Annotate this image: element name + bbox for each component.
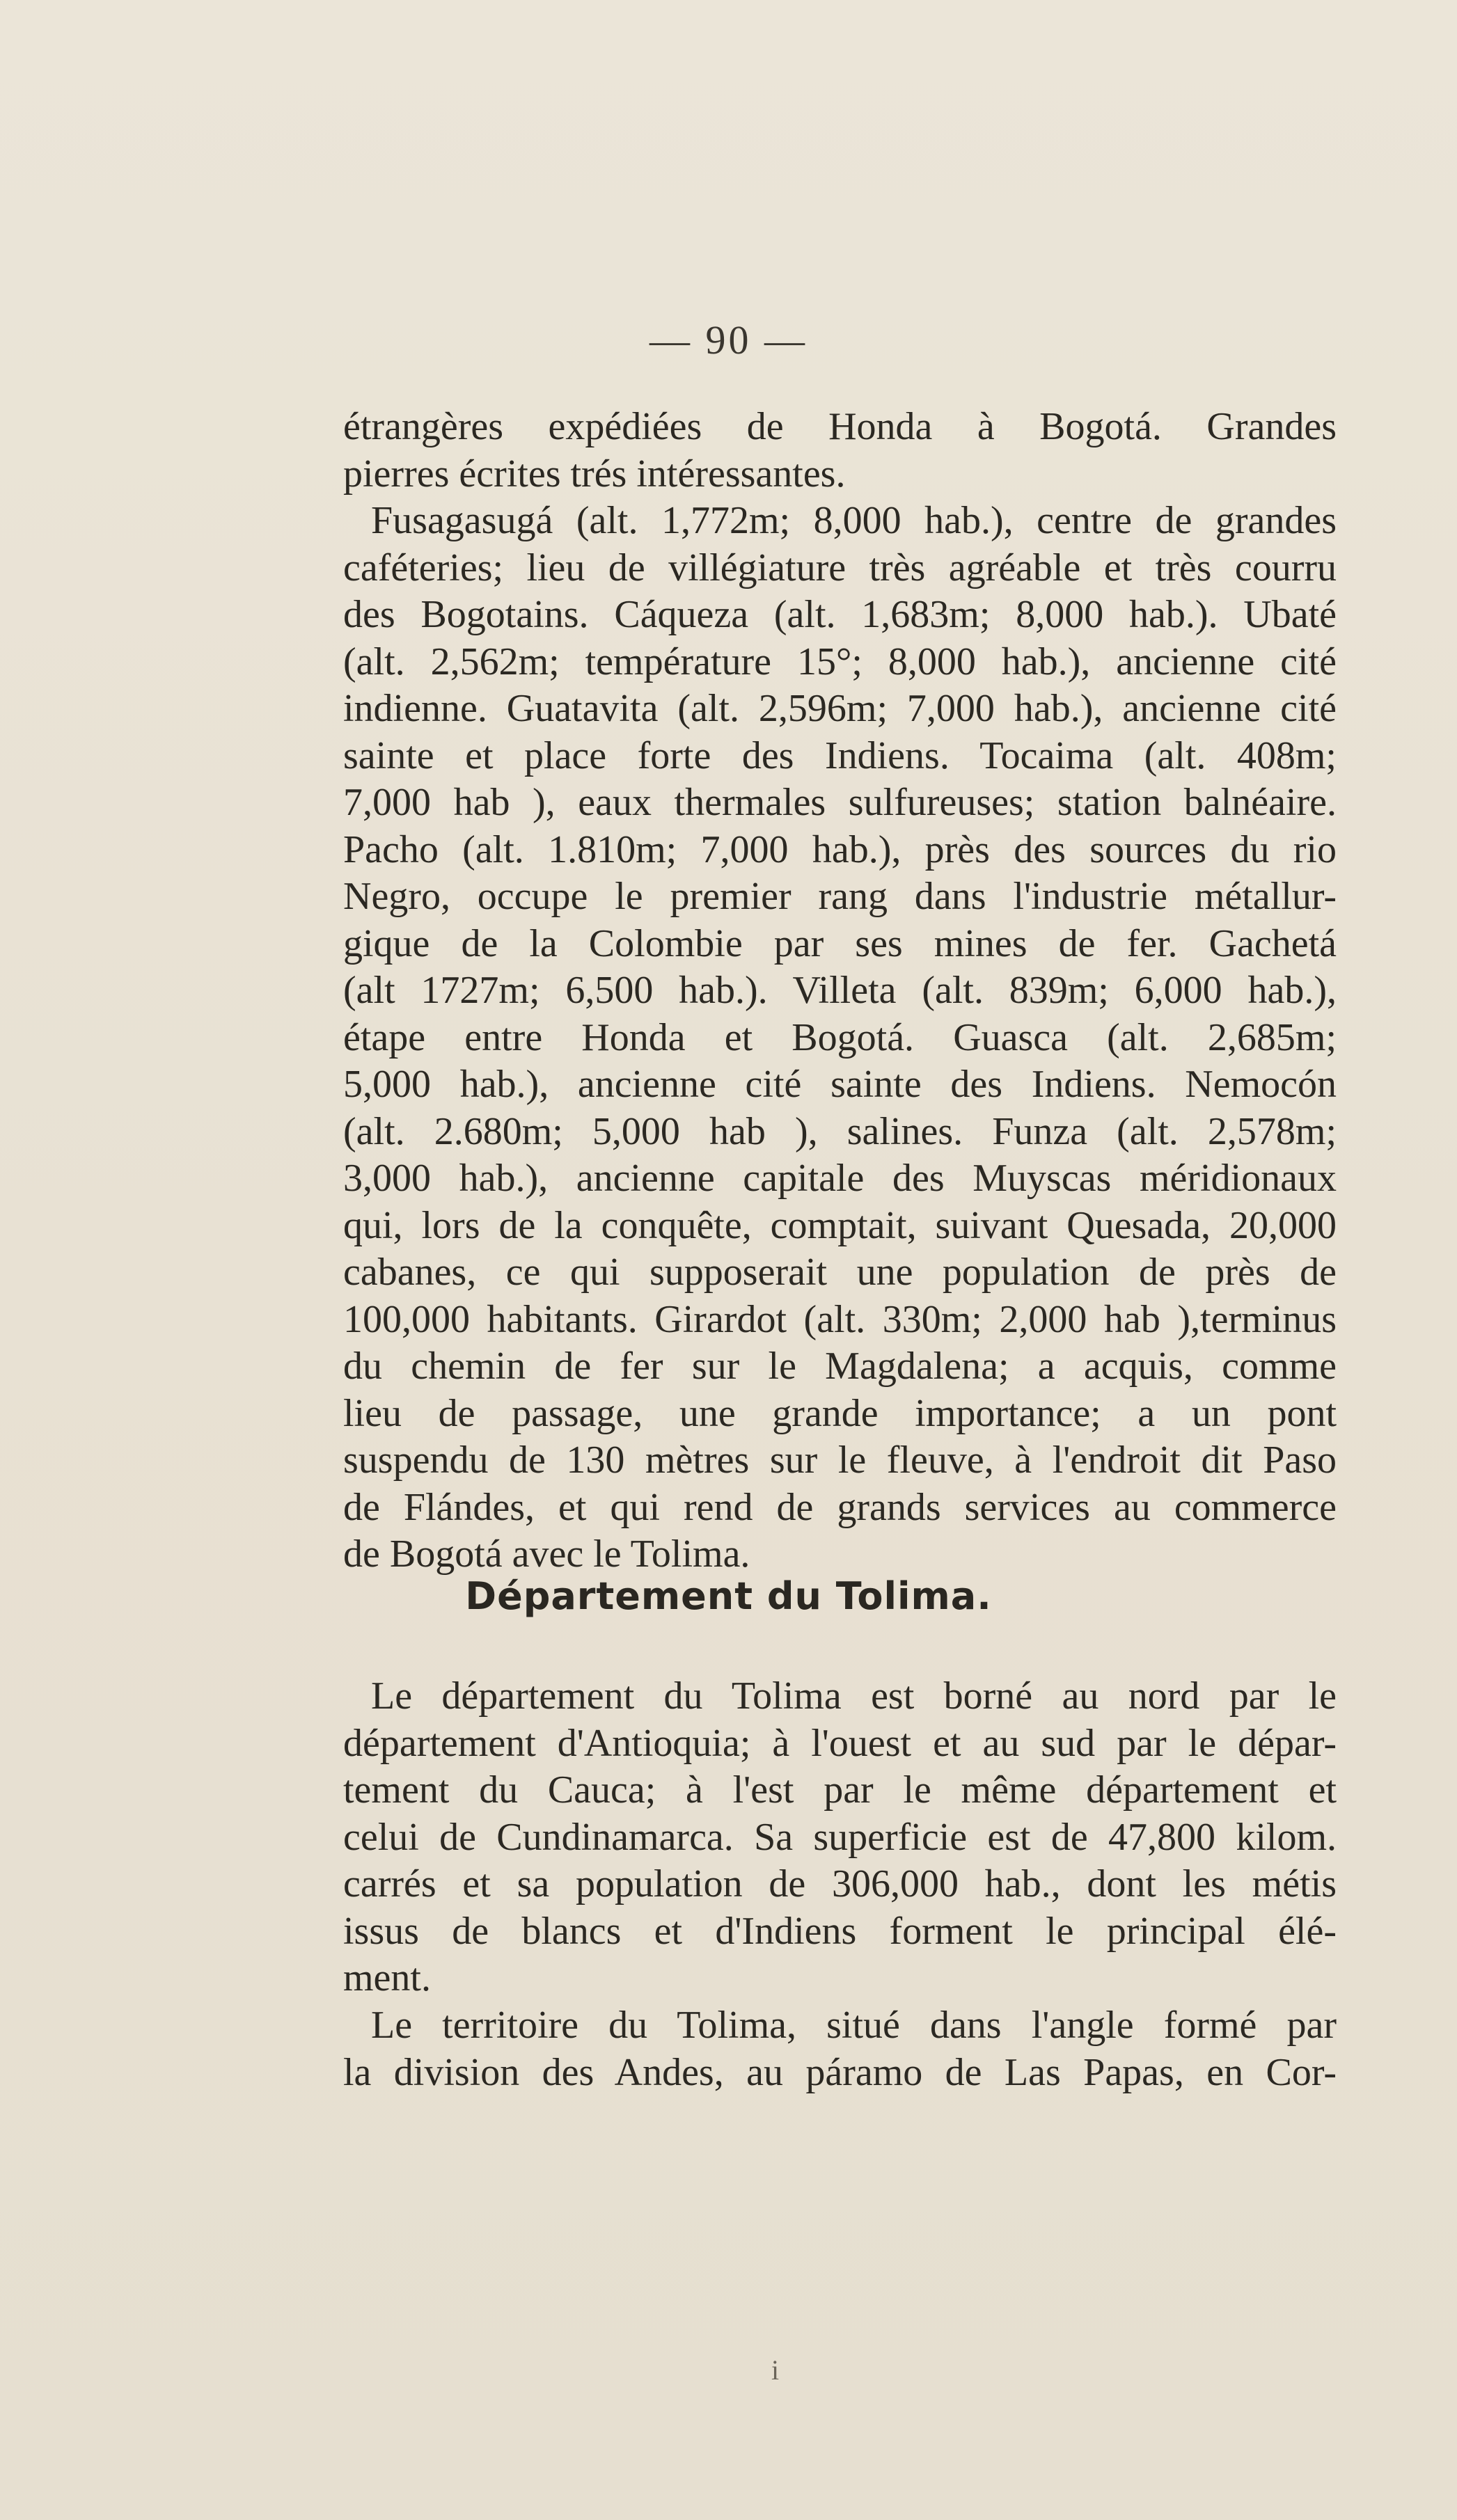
text-line: département d'Antioquia; à l'ouest et au sud par le dépar- bbox=[343, 1721, 1337, 1765]
text-line: pierres écrites trés intéressantes. bbox=[343, 452, 846, 496]
paragraph-tolima-territory bbox=[343, 2002, 1337, 2096]
text-line: tement du Cauca; à l'est par le même département et bbox=[343, 1768, 1337, 1812]
text-line: (alt. 2,562m; température 15°; 8,000 hab.), ancienne cité bbox=[343, 640, 1337, 683]
text-line: la division des Andes, au páramo de Las Papas, en Cor- bbox=[343, 2050, 1337, 2094]
text-line: de Flándes, et qui rend de grands services au commerce bbox=[343, 1485, 1337, 1529]
text-line: issus de blancs et d'Indiens forment le principal élé- bbox=[343, 1909, 1337, 1953]
text-line: ment. bbox=[343, 1956, 431, 1999]
text-line: Le territoire du Tolima, situé dans l'angle formé par bbox=[371, 2004, 1337, 2047]
text-line: des Bogotains. Cáqueza (alt. 1,683m; 8,000 hab.). Ubaté bbox=[343, 593, 1337, 636]
text-line: sainte et place forte des Indiens. Tocaima (alt. 408m; bbox=[343, 734, 1337, 777]
text-line: qui, lors de la conquête, comptait, suivant Quesada, 20,000 bbox=[343, 1203, 1337, 1247]
text-line: 100,000 habitants. Girardot (alt. 330m; 2,000 hab ),terminus bbox=[343, 1297, 1337, 1341]
text-line: (alt. 2.680m; 5,000 hab ), salines. Funza (alt. 2,578m; bbox=[343, 1109, 1337, 1153]
text-line: (alt 1727m; 6,500 hab.). Villeta (alt. 839m; 6,000 hab.), bbox=[343, 969, 1337, 1012]
text-line: gique de la Colombie par ses mines de fer. Gachetá bbox=[343, 921, 1337, 965]
text-line: celui de Cundinamarca. Sa superficie est de 47,800 kilom. bbox=[343, 1815, 1337, 1859]
text-line: lieu de passage, une grande importance; a un pont bbox=[343, 1391, 1337, 1435]
text-line: Pacho (alt. 1.810m; 7,000 hab.), près des sources du rio bbox=[343, 827, 1337, 871]
text-line: 3,000 hab.), ancienne capitale des Muyscas méridionaux bbox=[343, 1157, 1337, 1200]
section-heading: Département du Tolima. bbox=[465, 1574, 992, 1618]
text-line: caféteries; lieu de villégiature très agréable et très courru bbox=[343, 546, 1337, 589]
text-line: 7,000 hab ), eaux thermales sulfureuses; station balnéaire. bbox=[343, 781, 1337, 824]
text-line: Negro, occupe le premier rang dans l'industrie métallur- bbox=[343, 875, 1337, 918]
text-line: du chemin de fer sur le Magdalena; a acquis, comme bbox=[343, 1345, 1337, 1388]
text-line: cabanes, ce qui supposerait une population de près de bbox=[343, 1251, 1337, 1294]
text-line: indienne. Guatavita (alt. 2,596m; 7,000 hab.), ancienne cité bbox=[343, 687, 1337, 730]
text-line: 5,000 hab.), ancienne cité sainte des Indiens. Nemocón bbox=[343, 1063, 1337, 1106]
text-line: Fusagasugá (alt. 1,772m; 8,000 hab.), centre de grandes bbox=[371, 499, 1337, 542]
text-line: étrangères expédiées de Honda à Bogotá. Grandes bbox=[343, 405, 1337, 448]
text-line: suspendu de 130 mètres sur le fleuve, à l'endroit dit Paso bbox=[343, 1439, 1337, 1482]
text-line: de Bogotá avec le Tolima. bbox=[343, 1532, 750, 1576]
paragraph-localities bbox=[343, 404, 1337, 1578]
page-number: — 90 — bbox=[649, 317, 808, 363]
text-line: Le département du Tolima est borné au nord par le bbox=[371, 1674, 1337, 1718]
text-line: carrés et sa population de 306,000 hab., dont les métis bbox=[343, 1862, 1337, 1905]
bottom-mark: i bbox=[771, 2354, 780, 2386]
paragraph-tolima-intro bbox=[343, 1673, 1337, 2002]
text-line: étape entre Honda et Bogotá. Guasca (alt. 2,685m; bbox=[343, 1015, 1337, 1059]
